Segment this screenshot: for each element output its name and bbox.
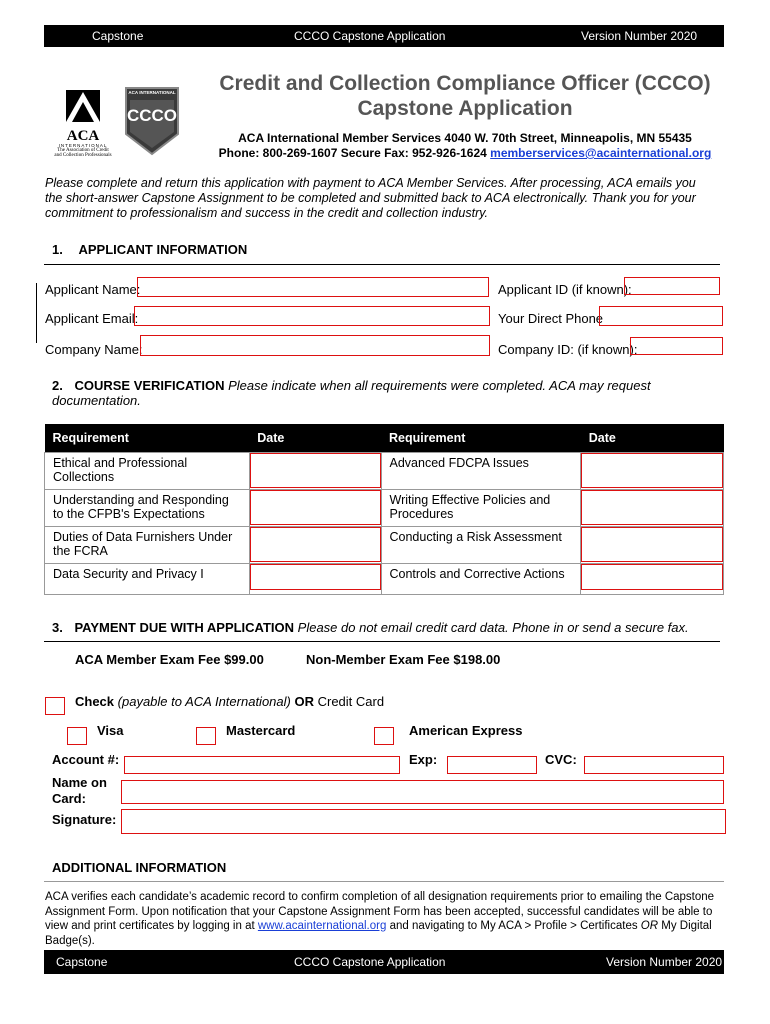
badge-top-text: ACA INTERNATIONAL [128, 90, 176, 95]
date-input[interactable] [581, 453, 723, 488]
additional-text-3: My Digital Badge(s). [45, 920, 712, 947]
requirement-cell: Advanced FDCPA Issues [381, 453, 581, 490]
page-title-line2: Capstone Application [357, 97, 573, 120]
date-input[interactable] [581, 564, 723, 590]
table-row [45, 453, 724, 490]
section2-title: COURSE VERIFICATION [74, 378, 225, 393]
table-row [45, 490, 724, 527]
check-italic: (payable to ACA International) [117, 694, 291, 709]
name-on-card-label [52, 775, 107, 807]
page-title [200, 71, 730, 121]
website-link[interactable]: www.acainternational.org [257, 920, 387, 932]
aca-logo-icon [52, 88, 114, 124]
email-link[interactable]: memberservices@acainternational.org [490, 146, 712, 160]
section3-note: Please do not email credit card data. Phone in or send a secure fax. [297, 620, 689, 635]
exp-input[interactable] [447, 756, 537, 774]
account-label: Account #: [52, 752, 120, 767]
cvc-label: CVC: [545, 752, 577, 767]
applicant-id-label: Applicant ID (if known): [498, 282, 632, 297]
header-right: Version Number 2020 [581, 29, 698, 43]
requirement-cell: Writing Effective Policies and Procedures [381, 490, 581, 527]
account-input[interactable] [124, 756, 400, 774]
company-name-label: Company Name: [45, 342, 143, 357]
check-bold: Check [75, 694, 115, 709]
header-center: CCCO Capstone Application [294, 29, 446, 43]
aca-logo-sub2: The Association of Credit [57, 148, 109, 153]
company-id-label: Company ID: (if known): [498, 342, 638, 357]
page-title-line1: Credit and Collection Compliance Officer (CCCO) [219, 72, 711, 95]
applicant-name-label: Applicant Name: [45, 282, 141, 297]
amex-label: American Express [409, 723, 523, 738]
section1-rule [44, 264, 720, 265]
signature-label: Signature: [52, 812, 117, 827]
footer-right: Version Number 2020 [606, 955, 723, 969]
section1-heading [52, 242, 247, 257]
requirement-cell: Data Security and Privacy I [45, 564, 250, 595]
additional-info-title: ADDITIONAL INFORMATION [52, 860, 227, 875]
table-header-date: Date [249, 424, 381, 453]
phone-fax: Phone: 800-269-1607 Secure Fax: 952-926-1624 [218, 146, 491, 160]
name-on-text: Name on [52, 775, 107, 790]
section3-rule [44, 641, 720, 642]
applicant-name-input[interactable] [137, 277, 489, 297]
credit-card-text: Credit Card [317, 694, 385, 709]
ccco-badge [124, 86, 180, 156]
aca-logo-sub3: and Collection Professionals [54, 153, 112, 158]
mastercard-checkbox[interactable] [196, 727, 216, 745]
check-label [75, 694, 384, 709]
header-bar [44, 25, 724, 47]
contact-info [200, 131, 730, 161]
section2-note: Please indicate when all requirements were completed. ACA may request documentation. [52, 378, 651, 408]
badge-main-text: CCCO [126, 106, 178, 125]
signature-input[interactable] [121, 809, 726, 834]
visa-checkbox[interactable] [67, 727, 87, 745]
table-header-requirement: Requirement [45, 424, 250, 453]
table-header-date: Date [581, 424, 724, 453]
aca-logo-text: ACA [66, 128, 100, 144]
intro-paragraph: Please complete and return this application with payment to ACA Member Services. After processing, ACA emails you the short-answer Capstone Assignment to be completed and submitted back to ACA electronically. Thank you for your commitment to professionalism and success in the credit and collection industry. [45, 176, 696, 220]
requirement-cell: Duties of Data Furnishers Under the FCRA [45, 527, 250, 564]
address-line: ACA International Member Services 4040 W. 70th Street, Minneapolis, MN 55435 [238, 131, 692, 145]
cvc-input[interactable] [584, 756, 724, 774]
header-left: Capstone [92, 29, 144, 43]
requirement-cell: Conducting a Risk Assessment [381, 527, 581, 564]
visa-label: Visa [97, 723, 124, 738]
section3-heading [52, 620, 732, 635]
phone-line [200, 146, 730, 161]
requirement-cell: Ethical and Professional Collections [45, 453, 250, 490]
additional-rule [44, 881, 724, 882]
date-input[interactable] [581, 527, 723, 562]
direct-phone-input[interactable] [599, 306, 723, 326]
company-name-input[interactable] [140, 335, 490, 356]
section1-title: APPLICANT INFORMATION [78, 242, 248, 257]
company-id-input[interactable] [630, 337, 723, 355]
mastercard-label: Mastercard [226, 723, 296, 738]
or-text: OR [294, 694, 314, 709]
date-input[interactable] [250, 453, 381, 488]
date-input[interactable] [250, 527, 381, 562]
card-text: Card: [52, 791, 86, 806]
additional-text-1: ACA verifies each candidate’s academic record to confirm completion of all designation requirements prior to emailing the Capstone Assignment Form. Upon notification that your Capstone Assignment Form has been accepted, successful candidates will be able to view and print certificates by logging in at [45, 891, 715, 932]
applicant-email-input[interactable] [134, 306, 490, 326]
exp-label: Exp: [409, 752, 438, 767]
requirement-cell: Understanding and Responding to the CFPB's Expectations [45, 490, 250, 527]
table-row [45, 564, 724, 595]
amex-checkbox[interactable] [374, 727, 394, 745]
section3-title: PAYMENT DUE WITH APPLICATION [74, 620, 295, 635]
footer-center: CCCO Capstone Application [294, 955, 446, 969]
footer-bar [44, 950, 724, 974]
date-input[interactable] [581, 490, 723, 525]
aca-logo [52, 88, 114, 158]
additional-info-text [45, 890, 725, 948]
table-row [45, 527, 724, 564]
additional-or: OR [640, 920, 659, 932]
footer-left: Capstone [56, 955, 108, 969]
section2-heading [52, 378, 732, 408]
applicant-id-input[interactable] [624, 277, 720, 295]
member-fee: ACA Member Exam Fee $99.00 [75, 652, 264, 667]
aca-logo-sub1: INTERNATIONAL [58, 143, 108, 148]
section1-number: 1. [52, 242, 63, 257]
section3-number: 3. [52, 620, 63, 635]
additional-text-2: and navigating to My ACA > Profile > Certificates [386, 920, 641, 932]
direct-phone-label: Your Direct Phone [498, 311, 604, 326]
applicant-email-label: Applicant Email: [45, 311, 139, 326]
name-on-card-input[interactable] [121, 780, 724, 804]
requirement-cell: Controls and Corrective Actions [381, 564, 581, 595]
table-header-requirement: Requirement [381, 424, 581, 453]
nonmember-fee: Non-Member Exam Fee $198.00 [306, 652, 501, 667]
check-checkbox[interactable] [45, 697, 65, 715]
date-input[interactable] [250, 564, 381, 590]
section2-number: 2. [52, 378, 63, 393]
requirements-table [44, 424, 724, 595]
left-margin-mark [36, 283, 37, 343]
date-input[interactable] [250, 490, 381, 525]
